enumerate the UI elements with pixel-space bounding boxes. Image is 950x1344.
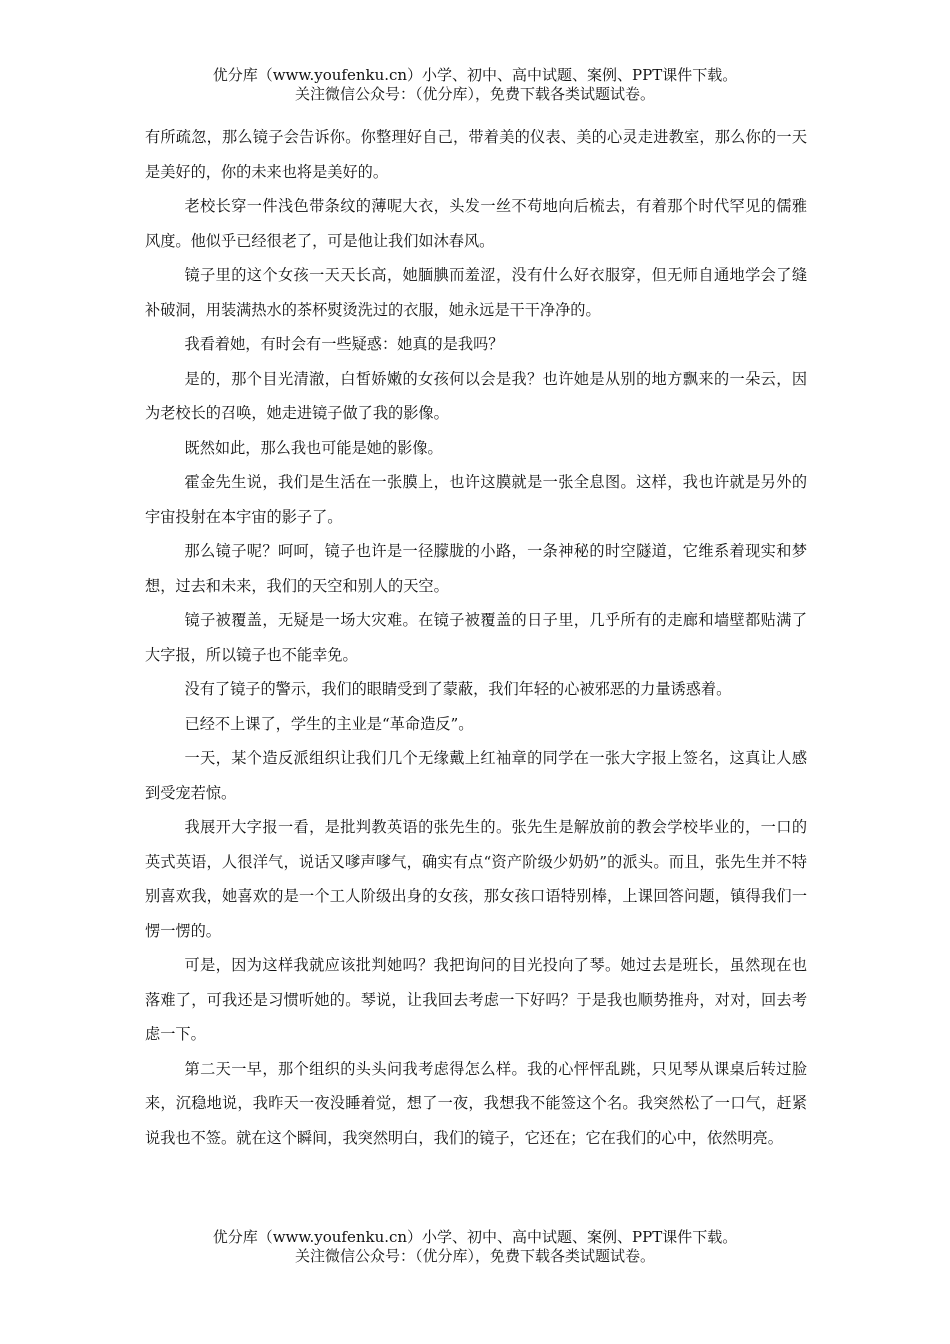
paragraph-5: 是的，那个目光清澈，白皙娇嫩的女孩何以会是我？也许她是从别的地方飘来的一朵云，因为老校长的召唤，她走进镜子做了我的影像。 xyxy=(145,369,807,422)
paragraph-3: 镜子里的这个女孩一天天长高，她腼腆而羞涩，没有什么好衣服穿，但无师自通地学会了缝补破洞，用装满热水的茶杯熨烫洗过的衣服，她永远是干干净净的。 xyxy=(145,266,807,319)
page-header xyxy=(0,66,950,104)
paragraph-12: 一天，某个造反派组织让我们几个无缘戴上红袖章的同学在一张大字报上签名，这真让人感到受宠若惊。 xyxy=(145,749,807,802)
paragraph-7: 霍金先生说，我们是生活在一张膜上，也许这膜就是一张全息图。这样，我也许就是另外的宇宙投射在本宇宙的影子了。 xyxy=(145,473,807,526)
paragraph-11: 已经不上课了，学生的主业是“革命造反”。 xyxy=(184,714,474,733)
footer-line-1: 优分库（www.youfenku.cn）小学、初中、高中试题、案例、PPT课件下载。 xyxy=(212,1228,738,1246)
paragraph-13: 我展开大字报一看，是批判教英语的张先生的。张先生是解放前的教会学校毕业的，一口的英式英语，人很洋气，说话又嗲声嗲气，确实有点“资产阶级少奶奶”的派头。而且，张先生并不特别喜欢我，她喜欢的是一个工人阶级出身的女孩，那女孩口语特别棒，上课回答问题，镇得我们一愣一愣的。 xyxy=(145,818,807,940)
paragraph-15: 第二天一早，那个组织的头头问我考虑得怎么样。我的心怦怦乱跳，只见琴从课桌后转过脸来，沉稳地说，我昨天一夜没睡着觉，想了一夜，我想我不能签这个名。我突然松了一口气，赶紧说我也不签。就在这个瞬间，我突然明白，我们的镜子，它还在；它在我们的心中，依然明亮。 xyxy=(145,1059,807,1147)
footer-line-2: 关注微信公众号：（优分库），免费下载各类试题试卷。 xyxy=(294,1247,655,1265)
header-line-1: 优分库（www.youfenku.cn）小学、初中、高中试题、案例、PPT课件下载。 xyxy=(212,66,738,84)
paragraph-9: 镜子被覆盖，无疑是一场大灾难。在镜子被覆盖的日子里，几乎所有的走廊和墙壁都贴满了大字报，所以镜子也不能幸免。 xyxy=(145,611,807,664)
paragraph-1: 有所疏忽，那么镜子会告诉你。你整理好自己，带着美的仪表、美的心灵走进教室，那么你的一天是美好的，你的未来也将是美好的。 xyxy=(145,128,807,181)
header-line-2: 关注微信公众号：（优分库），免费下载各类试题试卷。 xyxy=(294,85,655,103)
paragraph-2: 老校长穿一件浅色带条纹的薄呢大衣，头发一丝不苟地向后梳去，有着那个时代罕见的儒雅风度。他似乎已经很老了，可是他让我们如沐春风。 xyxy=(145,197,807,250)
paragraph-4: 我看着她，有时会有一些疑惑：她真的是我吗？ xyxy=(184,335,504,353)
paragraph-10: 没有了镜子的警示，我们的眼睛受到了蒙蔽，我们年轻的心被邪恶的力量诱惑着。 xyxy=(184,680,732,698)
paragraph-8: 那么镜子呢？呵呵，镜子也许是一径朦胧的小路，一条神秘的时空隧道，它维系着现实和梦想，过去和未来，我们的天空和别人的天空。 xyxy=(145,542,807,595)
document-body xyxy=(145,120,807,1155)
paragraph-6: 既然如此，那么我也可能是她的影像。 xyxy=(184,438,443,457)
page-footer xyxy=(0,1228,950,1266)
paragraph-14: 可是，因为这样我就应该批判她吗？我把询问的目光投向了琴。她过去是班长，虽然现在也落难了，可我还是习惯听她的。琴说，让我回去考虑一下好吗？于是我也顺势推舟，对对，回去考虑一下。 xyxy=(145,956,807,1043)
